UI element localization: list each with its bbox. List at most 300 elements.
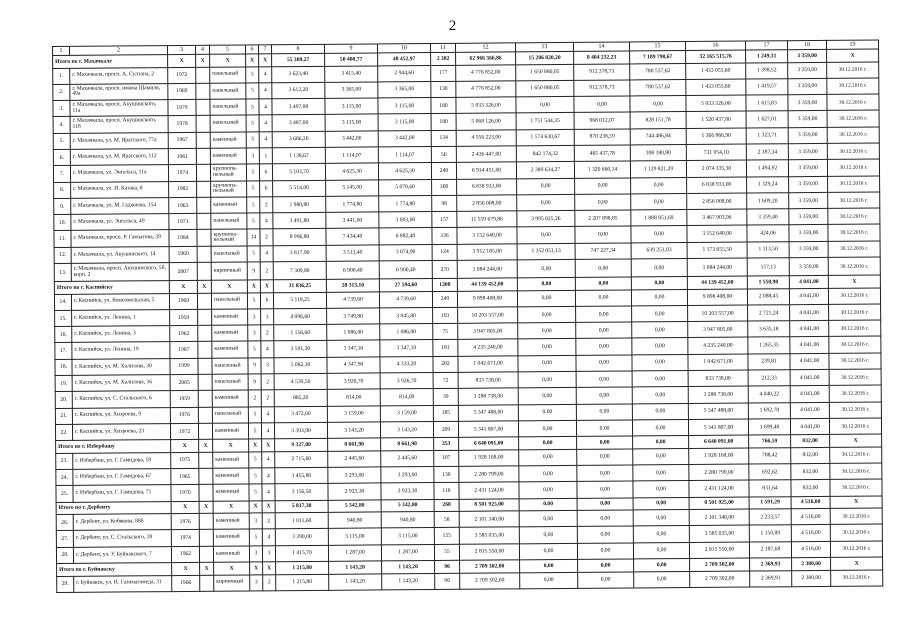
address: г. Каспийск, ул. Ленина, 3 (72, 326, 170, 343)
cell-value: 30.12.2016 г. (830, 463, 882, 480)
cell-value: 1 173 655,50 (687, 242, 747, 259)
cell-value: 2 923,30 (381, 483, 434, 500)
cell-value: 6 882,40 (379, 228, 432, 245)
cell-value: 5 341 807,00 (688, 419, 748, 436)
cell-value: 0,00 (633, 510, 689, 527)
entrances: 4 (259, 83, 272, 99)
cell-value: 3 585 035,00 (689, 525, 749, 542)
entrances: 1 (259, 148, 272, 164)
cell-value: 968 012,07 (574, 112, 630, 129)
wall-material: каменный (210, 132, 246, 149)
address: г. Каспийск, ул. М. Халилова, 36 (72, 375, 170, 392)
empty-cell (197, 293, 211, 309)
year-built: 1959 (170, 309, 198, 326)
subtotal-marker: X (172, 562, 200, 575)
cell-value: 3 347,10 (380, 340, 433, 357)
cell-value: 3 115,00 (325, 98, 378, 115)
cell-value: 6 914 451,00 (456, 162, 516, 179)
subtotal-value: 1 215,80 (276, 561, 329, 574)
floors: 5 (247, 246, 260, 262)
cell-value: 30.12.2016 г. (828, 257, 880, 275)
floors: 9 (247, 262, 260, 280)
cell-value: 3 152 640,00 (457, 227, 517, 244)
floors: 3 (249, 546, 262, 562)
cell-value: 3 293,00 (381, 467, 434, 484)
cell-value: 3 152 640,00 (687, 226, 747, 243)
cell-value: 0,00 (518, 355, 576, 372)
row-number: 2. (53, 84, 70, 100)
entrances: 4 (259, 131, 272, 147)
cell-value: 5 145,00 (326, 180, 379, 197)
cell-value: 3 487,00 (272, 115, 325, 132)
cell-value: 2 856 008,00 (457, 195, 517, 212)
floors: 3 (249, 513, 262, 529)
cell-value: 0,00 (517, 259, 575, 277)
column-number: 10 (377, 44, 430, 53)
cell-value: 0,00 (516, 96, 574, 113)
subtotal-value: 8 661,90 (328, 438, 381, 451)
row-number: 8. (54, 182, 71, 198)
cell-value: 180 (431, 97, 456, 113)
floors: 5 (249, 452, 262, 468)
cell-value: 0,00 (519, 449, 577, 466)
empty-cell (199, 530, 213, 546)
wall-material: каменный (212, 423, 248, 440)
subtotal-marker: X (196, 54, 210, 67)
cell-value: 731 054,10 (686, 144, 746, 161)
cell-value: 4 347,90 (327, 357, 380, 374)
entrances: 3 (262, 545, 275, 561)
cell-value: 0,00 (575, 178, 631, 195)
cell-value: 180 (431, 114, 456, 130)
row-number: 20. (55, 392, 72, 408)
cell-value: 747 227,34 (575, 243, 631, 260)
address: г. Махачкала, просп. А. Султана, 2 (70, 67, 168, 84)
column-number: 7 (258, 45, 271, 54)
column-number: 4 (195, 45, 209, 54)
wall-material: панельный (212, 407, 248, 424)
cell-value: 3 003,00 (379, 212, 432, 229)
address: г. Махачкала, ул. М. Ярагского, 77а (70, 132, 168, 149)
subtotal-value: 0,00 (633, 497, 689, 510)
cell-value: 4 739,60 (379, 291, 432, 308)
entrances: 2 (261, 325, 274, 341)
cell-value: 30.12.2016 г. (827, 159, 879, 176)
empty-cell (196, 67, 210, 83)
cell-value: 30.12.2016 г. (829, 336, 881, 353)
column-number: 14 (573, 42, 629, 51)
cell-value: 3 159,00 (327, 406, 380, 423)
wall-material: панельный (212, 374, 248, 391)
cell-value: 1 415,70 (275, 545, 328, 562)
cell-value: 3 441,00 (326, 212, 379, 229)
cell-value: 2 369,93 (750, 570, 792, 587)
subtotal-value: 0,00 (577, 498, 633, 511)
cell-value: 0,00 (519, 511, 577, 528)
cell-value: 1 774,80 (379, 195, 432, 212)
cell-value: 3 359,00 (788, 127, 827, 144)
year-built: 1965 (171, 468, 199, 485)
cell-value: 692,62 (749, 464, 791, 481)
cell-value: 30.12.2016 г. (828, 224, 880, 241)
table-body (53, 40, 883, 592)
cell-value: 833 738,00 (688, 370, 748, 387)
cell-value: 4 235 240,00 (458, 339, 518, 356)
cell-value: 3 359,00 (788, 62, 827, 79)
cell-value: 4 041,00 (790, 337, 829, 354)
address: г. Махачкала, просп. Акушинского, 11б (70, 116, 168, 133)
cell-value: 3 393,90 (274, 422, 327, 439)
entrances: 2 (260, 197, 273, 213)
cell-value: 130 (431, 81, 456, 97)
cell-value: 157,13 (747, 258, 789, 276)
address: г. Избербаш, ул. Г. Гамидова, 67 (73, 469, 171, 486)
cell-value: 0,00 (517, 290, 575, 307)
floors: 3 (248, 309, 261, 325)
cell-value: 2 280 799,00 (689, 464, 749, 481)
floors: 5 (246, 115, 259, 131)
entrances: 2 (260, 262, 273, 280)
cell-value: 0,00 (519, 543, 577, 560)
cell-value: 780 537,62 (630, 63, 686, 80)
cell-value: 6 900,40 (326, 261, 379, 279)
cell-value: 1 650 880,05 (516, 64, 574, 81)
column-number: 6 (245, 45, 258, 54)
cell-value: 0,00 (632, 354, 688, 371)
cell-value: 2 088,45 (747, 288, 789, 305)
entrances: 4 (259, 115, 272, 131)
year-built: 1987 (170, 342, 198, 359)
row-number: 25. (56, 486, 73, 502)
cell-value: 1 520 437,80 (686, 111, 746, 128)
cell-value: 833 738,00 (458, 372, 518, 389)
cell-value: 398 180,80 (630, 145, 686, 162)
cell-value: 3 455,80 (275, 467, 328, 484)
wall-material: панельный (211, 246, 247, 263)
subtotal-value: 2 709 302,00 (460, 560, 520, 573)
cell-value: 1 129 821,29 (630, 161, 686, 178)
empty-cell (199, 513, 213, 529)
cell-value: 30.12.2016 г. (829, 402, 881, 419)
subtotal-value: 8 501 925,00 (459, 498, 519, 511)
cell-value: 3 347,10 (327, 340, 380, 357)
wall-material: каменный (213, 468, 249, 485)
wall-material: панельный (212, 358, 248, 375)
cell-value: 1 084 244,00 (687, 258, 747, 276)
cell-value: 0,00 (517, 194, 575, 211)
subtotal-value: 9 327,00 (275, 439, 328, 452)
cell-value: 1 627,01 (746, 111, 788, 128)
cell-value: 3 497,00 (272, 98, 325, 115)
cell-value: 0,00 (632, 371, 688, 388)
column-number: 16 (685, 41, 745, 50)
cell-value: 1 980,80 (273, 196, 326, 213)
cell-value: 4 333,20 (380, 356, 433, 373)
cell-value: 1 042 671,00 (458, 356, 518, 373)
cell-value: 912 378,73 (574, 80, 630, 97)
cell-value: 0,00 (518, 404, 576, 421)
row-number: 6. (53, 149, 70, 165)
cell-value: 3 115,00 (328, 528, 381, 545)
floors: 5 (246, 164, 259, 180)
year-built: 1979 (168, 99, 196, 116)
cell-value: 1 751 544,35 (516, 113, 574, 130)
entrances: 4 (259, 66, 272, 82)
cell-value: 8 996,80 (273, 229, 326, 246)
subtotal-value: 2 369,93 (750, 558, 792, 571)
cell-value: 5 033 326,00 (686, 95, 746, 112)
subtotal-marker: X (262, 439, 275, 452)
cell-value: 30.12.2016 г. (829, 418, 881, 435)
empty-cell (200, 575, 214, 591)
cell-value: 30.12.2016 г. (830, 541, 882, 558)
cell-value: 7 309,80 (273, 261, 326, 279)
cell-value: 0,00 (576, 387, 632, 404)
cell-value: 814,00 (327, 389, 380, 406)
cell-value: 30.12.2016 г. (827, 94, 879, 111)
row-number: 9. (54, 198, 71, 214)
cell-value: 3 817,90 (273, 245, 326, 262)
empty-cell (196, 99, 210, 115)
row-number: 16. (55, 327, 72, 343)
subtotal-value: 6 640 091,00 (689, 435, 749, 448)
housing-repair-table (52, 40, 883, 593)
cell-value: 3 115,00 (381, 528, 434, 545)
cell-value: 30.12.2016 г. (827, 143, 879, 160)
year-built: 1967 (168, 132, 196, 149)
entrances: 3 (261, 309, 274, 325)
cell-value: 0,00 (577, 526, 633, 543)
year-built: 1962 (171, 546, 199, 563)
cell-value: 3 359,00 (788, 143, 827, 160)
cell-value: 0,00 (575, 194, 631, 211)
floors: 5 (248, 407, 261, 423)
subtotal-marker: X (213, 501, 249, 514)
cell-value: 0,00 (517, 178, 575, 195)
subtotal-marker: X (171, 501, 199, 514)
cell-value: 2 431 124,00 (459, 482, 519, 499)
cell-value: 0,00 (632, 403, 688, 420)
cell-value: 134 (431, 130, 456, 146)
cell-value: 30.12.2016 г. (828, 288, 880, 305)
cell-value: 3 359,00 (788, 78, 827, 95)
cell-value: 2 923,30 (328, 483, 381, 500)
cell-value: 56 (431, 146, 456, 162)
wall-material: каменный (213, 484, 249, 501)
cell-value: 3 472,60 (274, 406, 327, 423)
cell-value: 940,80 (381, 512, 434, 529)
cell-value: 1 265,35 (748, 337, 790, 354)
cell-value: 75 (433, 323, 458, 339)
cell-value: 832,00 (791, 463, 830, 480)
year-built: 1976 (171, 513, 199, 530)
entrances: 2 (261, 390, 274, 406)
cell-value: 5 514,00 (273, 180, 326, 197)
year-built: 1976 (170, 407, 198, 424)
cell-value: 0,00 (518, 339, 576, 356)
address: г. Каспийск, ул. М. Халилова, 30 (72, 358, 170, 375)
subtotal-value: 0,00 (519, 498, 577, 511)
address: г. Махачкала, ул. М. Гаджиева, 154 (71, 197, 169, 214)
subtotal-value: 0,00 (633, 436, 689, 449)
cell-value: 0,00 (576, 322, 632, 339)
row-number: 12. (54, 247, 71, 263)
cell-value: 0,00 (633, 465, 689, 482)
year-built: 1999 (170, 358, 198, 375)
cell-value: 2 187,68 (749, 541, 791, 558)
wall-material: каменный (213, 529, 249, 546)
wall-material: каменный (210, 148, 246, 165)
subtotal-value: 2 380,00 (792, 557, 831, 570)
subtotal-value: 268 (434, 499, 459, 512)
wall-material: кирпичный (211, 262, 247, 280)
wall-material: кирпичный (214, 574, 250, 591)
floors: 5 (246, 66, 259, 82)
address: г. Махачкала, ул. Энгельса, 11а (70, 165, 168, 182)
empty-cell (196, 116, 210, 132)
cell-value: 2 436 447,00 (456, 146, 516, 163)
subtotal-value: 0,00 (517, 277, 575, 290)
cell-value: 239,81 (748, 353, 790, 370)
cell-value: 1 114,07 (325, 147, 378, 164)
empty-cell (198, 325, 212, 341)
wall-material: крупнопа-нельный (210, 164, 246, 181)
cell-value: 814,00 (380, 389, 433, 406)
cell-value: 3 623,40 (272, 66, 325, 83)
cell-value: 30.12.2016 г. (828, 176, 880, 193)
wall-material: каменный (212, 390, 248, 407)
cell-value: 5 347 488,00 (688, 403, 748, 420)
floors: 5 (248, 341, 261, 357)
column-number: 12 (455, 43, 515, 52)
entrances: 6 (260, 180, 273, 196)
cell-value: 4 516,00 (791, 525, 830, 542)
floors: 2 (248, 390, 261, 406)
subtotal-marker: X (263, 562, 276, 575)
cell-value: 4 041,00 (789, 288, 828, 305)
cell-value: 1 086,00 (327, 324, 380, 341)
cell-value: 4 625,30 (378, 163, 431, 180)
cell-value: 7 434,40 (326, 228, 379, 245)
cell-value: 10 203 557,00 (458, 307, 518, 324)
cell-value: 0,00 (576, 306, 632, 323)
cell-value: 1 398,52 (746, 62, 788, 79)
entrances: 6 (260, 292, 273, 308)
entrances: 6 (259, 164, 272, 180)
column-number: 3 (168, 45, 196, 54)
floors: 5 (249, 468, 262, 484)
row-number: 5. (53, 133, 70, 149)
subtotal-marker: X (259, 54, 272, 67)
cell-value: 1 320 660,14 (574, 161, 630, 178)
cell-value: 1 699,48 (748, 419, 790, 436)
address: г. Каспийск, ул. Хизроева, 23 (72, 424, 170, 441)
cell-value: 2 856 008,00 (687, 193, 747, 210)
cell-value: 5 341 807,00 (458, 421, 518, 438)
empty-cell (198, 358, 212, 374)
subtotal-value: 1 143,20 (382, 561, 435, 574)
subtotal-value: 1 591,29 (749, 496, 791, 509)
cell-value: 30.12.2016 г. (830, 447, 882, 464)
subtotal-value: 32 165 515,76 (686, 50, 746, 63)
cell-value: 3 156,50 (275, 484, 328, 501)
column-number: 13 (515, 42, 573, 51)
entrances: 4 (262, 451, 275, 467)
cell-value: 157 (432, 211, 457, 227)
floors: 5 (247, 180, 260, 196)
cell-value: 0,00 (632, 387, 688, 404)
subtotal-marker: X (247, 280, 260, 293)
entrances: 2 (262, 513, 275, 529)
entrances: 4 (261, 406, 274, 422)
address: г. Махачкала, просп. имама Шамиля, 49а (70, 83, 168, 100)
address: г. Буйнакск, ул. И. Газимагомеда, 31 (74, 575, 172, 592)
subtotal-value: 0,00 (631, 277, 687, 290)
cell-value: 0,00 (576, 371, 632, 388)
entrances: 4 (262, 484, 275, 500)
cell-value: 2 101 340,00 (459, 511, 519, 528)
cell-value: 780 537,62 (630, 79, 686, 96)
subtotal-value: 1308 (432, 278, 457, 291)
row-number: 19. (55, 375, 72, 391)
row-number: 3. (53, 100, 70, 116)
year-built: 1969 (169, 293, 197, 310)
subtotal-value: 832,00 (791, 435, 830, 448)
wall-material: каменный (211, 197, 247, 214)
subtotal-value: 8 661,90 (381, 438, 434, 451)
wall-material: панельный (211, 293, 247, 310)
year-built: 1978 (168, 116, 196, 133)
cell-value: 1 928 168,00 (689, 448, 749, 465)
cell-value: 0,00 (517, 227, 575, 244)
cell-value: 3 442,00 (325, 131, 378, 148)
cell-value: 3 288 738,00 (688, 386, 748, 403)
cell-value: 3 635,18 (748, 321, 790, 338)
empty-cell (198, 342, 212, 358)
subtotal-value: 4 041,00 (789, 275, 828, 288)
cell-value: 1 287,00 (381, 544, 434, 561)
cell-value: 832,00 (791, 447, 830, 464)
wall-material: крупнопа-нельный (211, 181, 247, 198)
cell-value: 11 559 679,86 (457, 211, 517, 228)
cell-value: 2 101 340,00 (689, 509, 749, 526)
subtotal-value: 2 382 (431, 52, 456, 65)
wall-material: каменный (213, 546, 249, 563)
row-number: 1. (53, 68, 70, 84)
wall-material: каменный (213, 513, 249, 530)
subtotal-value: 8 501 925,00 (689, 497, 749, 510)
year-built: 1972 (170, 423, 198, 440)
cell-value: 3 359,00 (789, 176, 828, 193)
year-built: 1966 (172, 575, 200, 592)
subtotal-label: Итого по г. Каспийску (54, 281, 169, 294)
empty-cell (198, 423, 212, 439)
cell-value: 4 040,22 (748, 386, 790, 403)
cell-value: 3 159,00 (380, 405, 433, 422)
cell-value: 1 329,24 (747, 176, 789, 193)
wall-material: каменный (212, 325, 248, 342)
column-number: 18 (787, 40, 826, 49)
cell-value: 30.12.2016 г. (827, 62, 879, 79)
cell-value: 4 235 240,00 (688, 337, 748, 354)
cell-value: 2 709 302,00 (690, 571, 750, 588)
cell-value: 1 150,89 (749, 525, 791, 542)
cell-value: 744 486,84 (630, 128, 686, 145)
cell-value: 0,00 (630, 96, 686, 113)
cell-value: 1 615,83 (746, 95, 788, 112)
cell-value: 4 041,00 (790, 402, 829, 419)
subtotal-value: 50 400,77 (325, 53, 378, 66)
